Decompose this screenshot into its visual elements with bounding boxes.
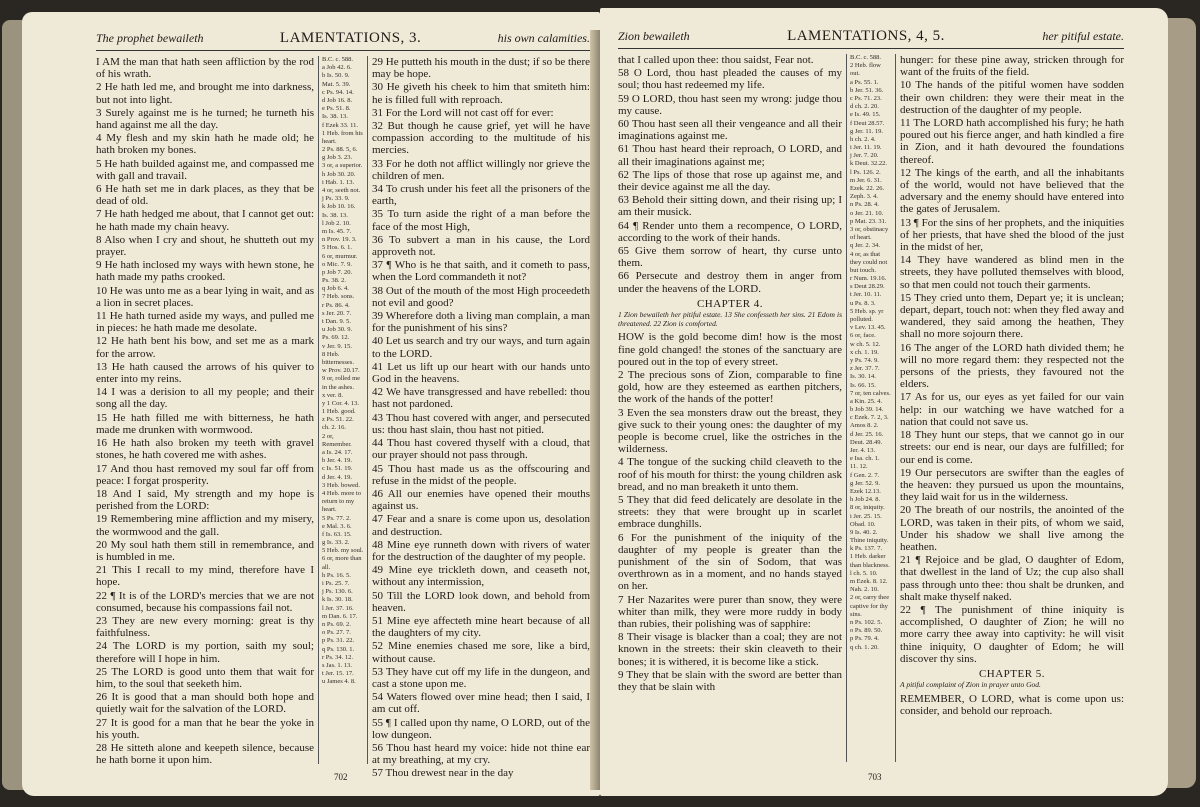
cross-reference: 1 Heb. good. xyxy=(322,408,356,416)
cross-reference: 6 or, murmur. xyxy=(322,252,358,260)
cross-reference: 4 Heb. more to return to my heart. xyxy=(322,489,361,514)
verse: 15 They cried unto them, Depart ye; it is unclean; depart, depart, touch not: when they fled away and wandered, they said among the heathen, They shall no more sojourn there. xyxy=(900,291,1124,341)
cross-reference: q ch. 1. 20. xyxy=(850,643,879,651)
cross-reference: y 1 Cor. 4. 13. xyxy=(322,399,360,407)
left-page xyxy=(22,12,600,796)
cross-reference: Jer. 4. 13. xyxy=(850,447,876,454)
verse: 21 This I recall to my mind, therefore have I hope. xyxy=(96,564,314,589)
cross-reference: Ps. 69. 12. xyxy=(322,334,350,342)
cross-reference: t Dan. 9. 5. xyxy=(322,318,351,325)
cross-reference: r Ps. 34. 12. xyxy=(322,653,354,661)
verse: 2 He hath led me, and brought me into darkness, but not into light. xyxy=(96,81,314,106)
verse: 37 ¶ Who is he that saith, and it cometh to pass, when the Lord commandeth it not? xyxy=(372,259,590,284)
verse: 9 He hath inclosed my ways with hewn stone, he hath made my paths crooked. xyxy=(96,259,314,284)
cross-reference: q Jer. 2. 34. xyxy=(850,242,880,250)
verse: 64 ¶ Render unto them a recompence, O LORD, according to the work of their hands. xyxy=(618,219,842,244)
cross-reference: j Ps. 130. 6. xyxy=(322,588,353,596)
cross-reference: u Ps. 8. 3. xyxy=(850,299,876,307)
cross-reference: e Isa. ch. 1. xyxy=(850,455,880,463)
cross-reference: m Jer. 6. 31. xyxy=(850,176,882,184)
verse: 10 He was unto me as a bear lying in wait, and as a lion in secret places. xyxy=(96,284,314,309)
cross-reference: Is. 38. 13. xyxy=(322,113,348,121)
verse: 6 He hath set me in dark places, as they that be dead of old. xyxy=(96,183,314,208)
verse: 19 Our persecutors are swifter than the eagles of the heaven: they pursued us upon the mountains, they laid wait for us in the wilderness. xyxy=(900,466,1124,504)
cross-reference: n Ps. 28. 4. xyxy=(850,201,879,209)
right-text-column-2 xyxy=(900,54,1124,762)
cross-reference: b Is. 50. 9. xyxy=(322,72,350,80)
cross-reference: r Ps. 86. 4. xyxy=(322,301,350,309)
verse: 11 He hath turned aside my ways, and pulled me in pieces: he hath made me desolate. xyxy=(96,310,314,335)
cross-reference: Ps. 38. 2. xyxy=(322,277,347,285)
verse: 27 It is good for a man that he bear the yoke in his youth. xyxy=(96,716,314,741)
cross-reference: a Is. 24. 17. xyxy=(322,449,353,456)
cross-reference: o Jer. 21. 10. xyxy=(850,209,884,217)
right-page xyxy=(600,8,1168,796)
cross-reference: l Jer. 37. 16. xyxy=(322,604,354,612)
cross-reference: 7 or, ten calves. xyxy=(850,389,891,397)
verse: 35 To turn aside the right of a man before the face of the most High, xyxy=(372,208,590,233)
cross-reference: d ch. 2. 20. xyxy=(850,103,879,111)
cross-reference: 2 Heb. flow out. xyxy=(850,62,881,78)
cross-reference: 4 or, as that they could not but touch. xyxy=(850,250,888,274)
right-reference-column xyxy=(846,54,896,762)
chapter-5-verse-1: REMEMBER, O LORD, what is come upon us: consider, and behold our reproach. xyxy=(900,692,1124,717)
verse: 38 Out of the mouth of the most High proceedeth not evil and good? xyxy=(372,284,590,309)
verse: 47 Fear and a snare is come upon us, desolation and destruction. xyxy=(372,513,590,538)
verse: 54 Waters flowed over mine head; then I said, I am cut off. xyxy=(372,691,590,716)
cross-reference: f Gen. 2. 7. xyxy=(850,471,880,479)
right-header-right: her pitiful estate. xyxy=(1042,29,1124,43)
cross-reference: 5 Heb. sp. yr polluted. xyxy=(850,307,884,323)
cross-reference: 1 Heb. darker than blackness. xyxy=(850,553,890,569)
chapter-4-summary: 1 Zion bewaileth her pitiful estate. 13 She confesseth her sins. 21 Edom is threatened. 22 Zion is comforted. xyxy=(618,310,842,328)
cross-reference: o Ps. 89. 50. xyxy=(850,627,883,635)
left-header-right: his own calamities. xyxy=(497,31,590,45)
verse: 14 I was a derision to all my people; and their song all the day. xyxy=(96,386,314,411)
cross-reference: b Jer. 4. 19. xyxy=(322,457,352,465)
cross-reference: q Job 6. 4. xyxy=(322,285,349,293)
cross-reference: s Deut 28.29. xyxy=(850,283,885,291)
verse: 5 He hath builded against me, and compassed me with gall and travail. xyxy=(96,157,314,182)
cross-reference: x ver. 8. xyxy=(322,391,343,399)
verse: 52 Mine enemies chased me sore, like a bird, without cause. xyxy=(372,640,590,665)
verse: 36 To subvert a man in his cause, the Lord approveth not. xyxy=(372,233,590,259)
verse: 9 They that be slain with the sword are better than they that be slain with xyxy=(618,668,842,693)
verse: 19 Remembering mine affliction and my misery, the wormwood and the gall. xyxy=(96,513,314,538)
right-header-left: Zion bewaileth xyxy=(618,29,690,43)
verse: 6 For the punishment of the iniquity of the daughter of my people is greater than the punishment of the sin of Sodom, that was overthrown as in a moment, and no hands stayed on her. xyxy=(618,531,842,593)
cross-reference: Is. 66. 15. xyxy=(850,381,876,389)
cross-reference: 5 Ps. 77. 2. xyxy=(322,514,351,522)
cross-reference: f Is. 63. 15. xyxy=(322,530,352,538)
verse: 11 The LORD hath accomplished his fury; he hath poured out his fierce anger, and hath kindled a fire in Zion, and it hath devoured the foundations thereof. xyxy=(900,117,1124,166)
verse: 18 And I said, My strength and my hope is perished from the LORD: xyxy=(96,487,314,513)
cross-reference: h Ps. 16. 5. xyxy=(322,571,351,579)
verse: 65 Give them sorrow of heart, thy curse unto them. xyxy=(618,245,842,270)
cross-reference: o Mic. 7. 9. xyxy=(322,260,352,268)
cross-reference: 11. 12. xyxy=(850,463,868,471)
verse: 13 ¶ For the sins of her prophets, and the iniquities of her priests, that have shed the blood of the just in the midst of her, xyxy=(900,216,1124,254)
verse: that I called upon thee: thou saidst, Fear not. xyxy=(618,54,814,66)
cross-reference: Obad. 10. xyxy=(850,520,876,528)
verse: 49 Mine eye trickleth down, and ceaseth not, without any intermission, xyxy=(372,564,590,589)
verse: 17 As for us, our eyes as yet failed for our vain help: in our watching we have watched for a nation that could not save us. xyxy=(900,391,1124,428)
cross-reference: m Ezek. 8. 12. xyxy=(850,578,888,585)
verse: 15 He hath filled me with bitterness, he hath made me drunken with wormwood. xyxy=(96,411,314,436)
cross-reference: w Prov. 20.17. xyxy=(322,367,360,375)
cross-reference: g Job 3. 23. xyxy=(322,154,353,162)
verse: 33 For he doth not afflict willingly nor grieve the children of men. xyxy=(372,157,590,182)
cross-reference: t Jer. 10. 11. xyxy=(850,291,882,299)
verse: 16 He hath also broken my teeth with gravel stones, he hath covered me with ashes. xyxy=(96,437,314,462)
cross-reference: v Jer. 9. 15. xyxy=(322,342,352,350)
verse: 4 My flesh and my skin hath he made old; he hath broken my bones. xyxy=(96,132,314,157)
cross-reference: 3 Heb. bowed. xyxy=(322,481,360,489)
verse: 10 The hands of the pitiful women have sodden their own children: they were their meat in the destruction of the daughter of my people. xyxy=(900,79,1124,116)
verse: 17 And thou hast removed my soul far off from peace: I forgat prosperity. xyxy=(96,462,314,487)
verse: 60 Thou hast seen all their vengeance and all their imaginations against me. xyxy=(618,118,842,143)
verse: 22 ¶ It is of the LORD's mercies that we are not consumed, because his compassions fail not. xyxy=(96,589,314,614)
verse: 30 He giveth his cheek to him that smiteth him: he is filled full with reproach. xyxy=(372,81,590,106)
cross-reference: 3 or, a superior. xyxy=(322,162,363,170)
verse: 66 Persecute and destroy them in anger from under the heavens of the LORD. xyxy=(618,270,842,295)
right-page-number: 703 xyxy=(868,772,882,782)
chapter-5-summary: A pitiful complaint of Zion in prayer unto God. xyxy=(900,680,1041,690)
cross-reference: h Job 30. 20. xyxy=(322,170,356,178)
cross-reference: s Jer. 20. 7. xyxy=(322,309,352,317)
verse: 13 He hath caused the arrows of his quiver to enter into my reins. xyxy=(96,360,314,386)
verse: I AM the man that hath seen affliction by the rod of his wrath. xyxy=(96,56,314,81)
verse: 12 The kings of the earth, and all the inhabitants of the world, would not have believed that the adversary and the enemy should have entered into the gates of Jerusalem. xyxy=(900,166,1124,216)
cross-reference: Ezek. 22. 26. xyxy=(850,185,885,192)
verse: 29 He putteth his mouth in the dust; if so be there may be hope. xyxy=(372,56,590,81)
cross-reference: e Ps. 51. 8. xyxy=(322,105,351,113)
cross-reference: g Jer. 52. 9. xyxy=(850,479,880,487)
cross-reference: 2 or, carry thee captive for thy sins. xyxy=(850,594,890,618)
verse: 32 But though he cause grief, yet will he have compassion according to the multitude of his mercies. xyxy=(372,120,590,157)
cross-reference: c Ezek. 7. 2, 3. xyxy=(850,414,889,422)
verse: 12 He hath bent his bow, and set me as a mark for the arrow. xyxy=(96,335,314,360)
cross-reference: i Hab. 1. 13. xyxy=(322,178,355,186)
verse: 51 Mine eye affecteth mine heart because of all the daughters of my city. xyxy=(372,614,590,640)
cross-reference: k Job 10. 16. xyxy=(322,203,356,211)
cross-reference: k Deut. 32.22. xyxy=(850,160,888,168)
verse: 57 Thou drewest near in the day xyxy=(372,767,514,780)
cross-reference: 8 Heb. bitternesses. xyxy=(322,350,354,366)
verse: 50 Till the LORD look down, and behold from heaven. xyxy=(372,589,590,614)
verse: 23 They are new every morning: great is thy faithfulness. xyxy=(96,614,314,640)
cross-reference: 5 Hos. 6. 1. xyxy=(322,244,352,252)
verse: 62 The lips of those that rose up against me, and their device against me all the day. xyxy=(618,168,842,194)
left-text-column-2 xyxy=(372,56,590,780)
verse: 46 All our enemies have opened their mouths against us. xyxy=(372,487,590,513)
verse: 7 He hath hedged me about, that I cannot get out: he hath made my chain heavy. xyxy=(96,208,314,233)
verse: 48 Mine eye runneth down with rivers of water for the destruction of the daughter of my people. xyxy=(372,538,590,563)
cross-reference: m Dan. 6. 17. xyxy=(322,612,358,620)
verse: 2 The precious sons of Zion, comparable to fine gold, how are they esteemed as earthen pitchers, the work of the hands of the potter! xyxy=(618,368,842,406)
cross-reference: r Num. 19.16. xyxy=(850,275,887,283)
cross-reference: Zeph. 3. 4. xyxy=(850,193,878,201)
cross-reference: d Jer. 4. 19. xyxy=(322,473,352,481)
left-reference-column xyxy=(318,56,368,764)
cross-reference: b Jer. 51. 36. xyxy=(850,86,884,94)
cross-reference: 1 Heb. from his heart. xyxy=(322,129,363,145)
cross-reference: 6 or, more than all. xyxy=(322,555,362,571)
cross-reference: n Ps. 102. 5. xyxy=(850,618,883,626)
cross-reference: u Job 30. 9. xyxy=(322,326,353,334)
cross-reference: 4 or, seeth not. xyxy=(322,187,361,194)
cross-reference: j Ps. 33. 9. xyxy=(322,195,350,203)
cross-reference: k Ps. 137. 7. xyxy=(850,545,883,553)
cross-reference: e Mal. 3. 6. xyxy=(322,522,352,530)
verse: 22 ¶ The punishment of thine iniquity is accomplished, O daughter of Zion; he will no more carry thee away into captivity: he will visit thine iniquity, O daughter of Edom; he will discover thy sins. xyxy=(900,603,1124,665)
left-refs-header: B.C. c. 588. xyxy=(322,56,354,63)
verse: 14 They have wandered as blind men in the streets, they have polluted themselves with blood, so that men could not touch their garments. xyxy=(900,254,1124,291)
cross-reference: f Deut 28.57. xyxy=(850,119,885,127)
chapter-5-heading: CHAPTER 5. xyxy=(978,667,1046,680)
left-header-title: LAMENTATIONS, 3. xyxy=(279,30,422,46)
cross-reference: o Ps. 27. 7. xyxy=(322,629,351,637)
cross-reference: y Ps. 74. 9. xyxy=(850,356,879,364)
cross-reference: d Jer. 25. 16. xyxy=(850,430,884,438)
cross-reference: ch. 2. 16. xyxy=(322,424,347,432)
verse: 42 We have transgressed and have rebelled: thou hast not pardoned. xyxy=(372,386,590,411)
cross-reference: 9 or, rolled me in the ashes. xyxy=(322,375,361,391)
cross-reference: 8 or, iniquity. xyxy=(850,504,885,512)
cross-reference: i Jer. 25. 15. xyxy=(850,512,882,520)
cross-reference: Amos 8. 2. xyxy=(850,422,879,430)
verse: 59 O LORD, thou hast seen my wrong: judge thou my cause. xyxy=(618,92,842,117)
cross-reference: c Ps. 94. 14. xyxy=(322,88,354,96)
cross-reference: l Ps. 126. 2. xyxy=(850,168,881,176)
verse: 20 The breath of our nostrils, the anointed of the LORD, was taken in their pits, of whom we said, Under his shadow we shall live among the heathen. xyxy=(900,504,1124,553)
cross-reference: n Ps. 69. 2. xyxy=(322,620,351,628)
cross-reference: e Is. 49. 15. xyxy=(850,111,881,119)
cross-reference: h ch. 2. 4. xyxy=(850,135,876,143)
verse: 56 Thou hast heard my voice: hide not thine ear at my breathing, at my cry. xyxy=(372,741,590,767)
verse: 41 Let us lift up our heart with our hands unto God in the heavens. xyxy=(372,360,590,386)
verse: 4 The tongue of the sucking child cleaveth to the roof of his mouth for thirst: the young children ask bread, and no man breaketh it unto them. xyxy=(618,456,842,493)
cross-reference: d Job 16. 8. xyxy=(322,96,353,104)
cross-reference: l Job 2. 10. xyxy=(322,219,351,227)
cross-reference: Deut. 28.49. xyxy=(850,438,883,446)
cross-reference: 3 or, obstinacy of heart. xyxy=(850,225,889,242)
verse: 28 He sitteth alone and keepeth silence, because he hath borne it upon him. xyxy=(96,741,314,767)
verse: 44 Thou hast covered thyself with a cloud, that our prayer should not pass through. xyxy=(372,437,590,462)
cross-reference: p Ps. 79. 4. xyxy=(850,635,879,643)
verse: 39 Wherefore doth a living man complain, a man for the punishment of his sins? xyxy=(372,310,590,335)
verse: 63 Behold their sitting down, and their rising up; I am their musick. xyxy=(618,194,842,219)
verse: 16 The anger of the LORD hath divided them; he will no more regard them: they respected not the persons of the priests, they favoured not the elders. xyxy=(900,341,1124,391)
verse: 8 Also when I cry and shout, he shutteth out my prayer. xyxy=(96,233,314,259)
cross-reference: j Jer. 7. 20. xyxy=(850,152,879,160)
cross-reference: v Lev. 13. 45. xyxy=(850,324,886,332)
cross-reference: n Prov. 19. 3. xyxy=(322,236,357,244)
verse: 3 Surely against me is he turned; he turneth his hand against me all the day. xyxy=(96,106,314,132)
cross-reference: Thine iniquity. xyxy=(850,537,889,545)
cross-reference: m Is. 45. 7. xyxy=(322,227,352,235)
verse: 53 They have cut off my life in the dungeon, and cast a stone upon me. xyxy=(372,665,590,690)
cross-reference: p Mat. 23. 31. xyxy=(850,217,887,225)
cross-reference: i Ps. 25. 7. xyxy=(322,580,350,587)
cross-reference: 7 Heb. sons. xyxy=(322,293,355,301)
verse: 7 Her Nazarites were purer than snow, they were whiter than milk, they were more ruddy in body than rubies, their polishing was of sapphire: xyxy=(618,593,842,630)
verse: 21 ¶ Rejoice and be glad, O daughter of Edom, that dwellest in the land of Uz; the cup also shall pass through unto thee: thou shalt be drunken, and shalt make thyself naked. xyxy=(900,554,1124,603)
cross-reference: z Ps. 51. 22. xyxy=(322,416,354,424)
cross-reference: Nah. 2. 10. xyxy=(850,586,879,594)
verse: hunger: for these pine away, stricken through for want of the fruits of the field. xyxy=(900,54,1124,79)
cross-reference: a Kin. 25. 4. xyxy=(850,397,883,405)
verse: 20 My soul hath them still in remembrance, and is humbled in me. xyxy=(96,538,314,563)
cross-reference: Mat. 5. 39. xyxy=(322,80,351,88)
verse: 18 They hunt our steps, that we cannot go in our streets: our end is near, our days are fulfilled; for our end is come. xyxy=(900,429,1124,466)
cross-reference: f Ezek 33. 11. xyxy=(322,121,359,129)
cross-reference: a Ps. 55. 1. xyxy=(850,78,879,86)
cross-reference: Ezek 12.13. xyxy=(850,487,881,495)
cross-reference: p Ps. 31. 22. xyxy=(322,637,355,645)
verse: 31 For the Lord will not cast off for ever: xyxy=(372,106,554,119)
cross-reference: 5 Heb. my soul. xyxy=(322,547,364,555)
cross-reference: q Ps. 130. 1. xyxy=(322,645,355,653)
cross-reference: h Job 24. 8. xyxy=(850,496,881,504)
right-text-column-1 xyxy=(618,54,842,762)
left-text-column-1 xyxy=(96,56,314,767)
cross-reference: w ch. 5. 12. xyxy=(850,340,881,348)
left-page-number: 702 xyxy=(334,772,348,782)
verse: 58 O Lord, thou hast pleaded the causes of my soul; thou hast redeemed my life. xyxy=(618,67,842,92)
cross-reference: 2 Ps. 88. 5, 6. xyxy=(322,146,358,154)
cross-reference: s Jas. 1. 13. xyxy=(322,661,352,669)
right-running-header xyxy=(618,28,1124,49)
verse: 61 Thou hast heard their reproach, O LORD, and all their imaginations against me; xyxy=(618,143,842,168)
cross-reference: b Job 39. 14. xyxy=(850,406,884,414)
cross-reference: g Is. 33. 2. xyxy=(322,539,350,547)
verse: 24 The LORD is my portion, saith my soul; therefore will I hope in him. xyxy=(96,640,314,665)
cross-reference: 2 or, Remember. xyxy=(322,432,352,448)
cross-reference: c Is. 51. 19. xyxy=(322,465,353,473)
verse: 25 The LORD is good unto them that wait for him, to the soul that seeketh him. xyxy=(96,665,314,690)
right-page-edges xyxy=(1166,18,1196,788)
cross-reference: 9 Is. 40. 2. xyxy=(850,528,878,536)
cross-reference: Is. 30. 14. xyxy=(850,373,876,381)
cross-reference: k Is. 30. 18. xyxy=(322,596,353,604)
cross-reference: l ch. 5. 10. xyxy=(850,569,878,577)
verse: 55 ¶ I called upon thy name, O LORD, out of the low dungeon. xyxy=(372,716,590,741)
cross-reference: p Job 7. 20. xyxy=(322,268,353,276)
cross-reference: z Jer. 37. 7. xyxy=(850,365,880,373)
cross-reference: Is. 38. 13. xyxy=(322,211,348,219)
verse: 26 It is good that a man should both hope and quietly wait for the salvation of the LORD. xyxy=(96,691,314,716)
left-running-header xyxy=(96,30,590,51)
verse: 34 To crush under his feet all the prisoners of the earth, xyxy=(372,183,590,208)
cross-reference: t Jer. 15. 17. xyxy=(322,670,354,678)
right-header-title: LAMENTATIONS, 4, 5. xyxy=(787,28,945,44)
cross-reference: g Jer. 11. 19. xyxy=(850,127,883,135)
right-refs-header: B.C. c. 588. xyxy=(850,54,882,61)
cross-reference: c Ps. 71. 23. xyxy=(850,94,882,102)
verse: 5 They that did feed delicately are desolate in the streets: they that were brought up in scarlet embrace dunghills. xyxy=(618,493,842,531)
verse: 3 Even the sea monsters draw out the breast, they give suck to their young ones: the daughter of my people is become cruel, like the ostriches in the wilderness. xyxy=(618,406,842,456)
verse: 45 Thou hast made us as the offscouring and refuse in the midst of the people. xyxy=(372,462,590,487)
verse: 43 Thou hast covered with anger, and persecuted us: thou hast slain, thou hast not pitied. xyxy=(372,411,590,436)
chapter-4-heading: CHAPTER 4. xyxy=(696,297,764,310)
verse: 40 Let us search and try our ways, and turn again to the LORD. xyxy=(372,335,590,360)
cross-reference: a Job 42. 6. xyxy=(322,64,352,72)
cross-reference: i Jer. 11. 19. xyxy=(850,144,882,152)
cross-reference: u James 4. 8. xyxy=(322,678,356,686)
verse: 8 Their visage is blacker than a coal; they are not known in the streets: their skin cleaveth to their bones; it is withered, it is become like a stick. xyxy=(618,631,842,668)
cross-reference: x ch. 1. 19. xyxy=(850,348,879,356)
cross-reference: 6 or, face. xyxy=(850,332,876,340)
verse: HOW is the gold become dim! how is the most fine gold changed! the stones of the sanctuary are poured out in the top of every street. xyxy=(618,331,842,368)
left-header-left: The prophet bewaileth xyxy=(96,31,204,45)
